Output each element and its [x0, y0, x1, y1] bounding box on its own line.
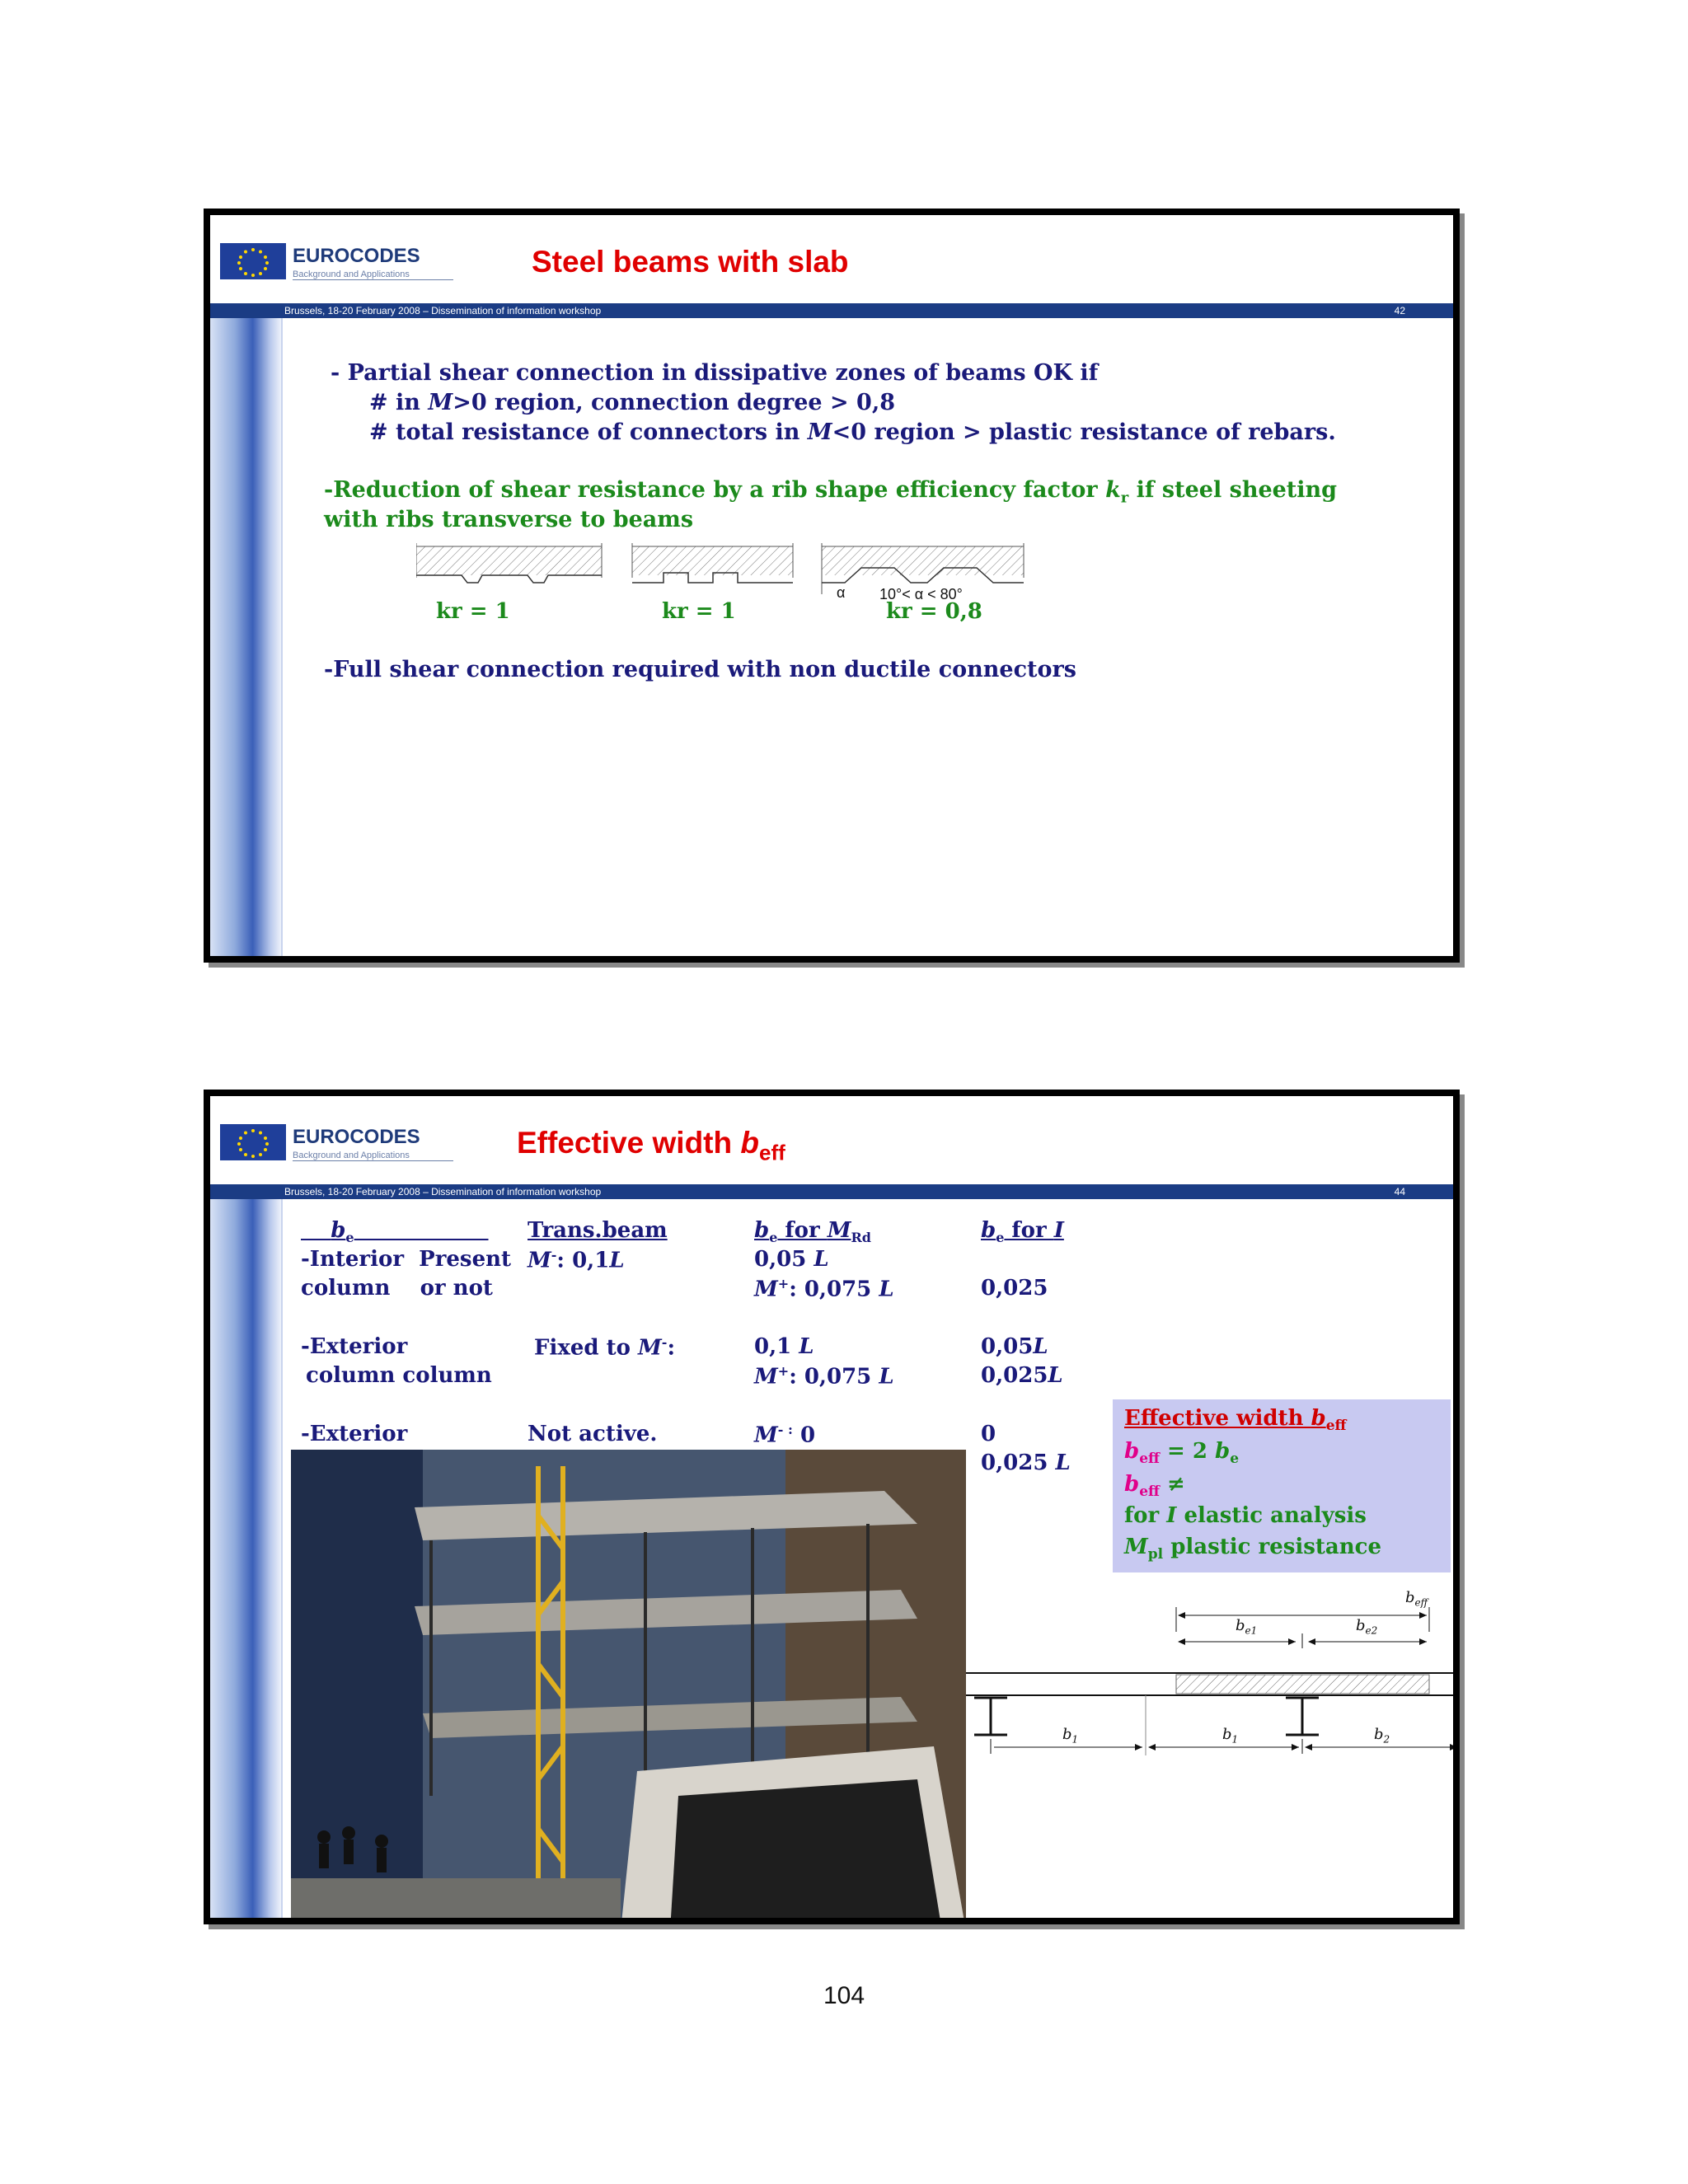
effective-width-info-box [1113, 1399, 1451, 1572]
row1-mrd-neg: 0,05 L [754, 1247, 829, 1272]
text-ribs-transverse: with ribs transverse to beams [324, 507, 694, 532]
header-trans-beam: Trans.beam [528, 1218, 668, 1243]
slide-effective-width [204, 1090, 1460, 1924]
label-b1-right: $b_1$ [1222, 1726, 1239, 1746]
decorative-swirl [210, 1199, 281, 1918]
label-be2: $b_{e2}$ [1356, 1617, 1378, 1637]
box-plastic-resistance: $M_{pl}$ plastic resistance [1124, 1535, 1382, 1563]
header-be: $b_e$ [331, 1218, 354, 1246]
row3-i-neg: 0 [981, 1422, 996, 1446]
decorative-swirl [210, 318, 281, 956]
row2-mrd-pos: M+: 0,075 L [754, 1363, 894, 1390]
text-partial-shear: - Partial shear connection in dissipative zones of beams OK if [331, 360, 1099, 386]
row2-trans: Fixed to M-: [534, 1334, 676, 1361]
header-be-i: $b_e$ for I [981, 1218, 1064, 1246]
alpha-symbol: α [837, 584, 846, 601]
row1-case: -Interior Present [301, 1247, 512, 1272]
brand-name: EUROCODES [293, 1126, 420, 1148]
slide-footer-bar [210, 303, 1453, 318]
slide-title: Effective width $b_{eff}$ [517, 1126, 785, 1165]
row2-i-neg: 0,05L [981, 1334, 1048, 1359]
row1-i: 0,025 [981, 1276, 1048, 1301]
row2-mrd-neg: 0,1 L [754, 1334, 814, 1359]
slide-steel-beams-with-slab [204, 209, 1460, 963]
test-structure-photo [291, 1450, 966, 1924]
box-title: Effective width $b_{eff}$ [1124, 1406, 1347, 1435]
box-beff-equation: $b_{eff} = 2$ $b_e$ [1124, 1439, 1240, 1468]
row3-trans: Not active. [528, 1422, 658, 1446]
row2-i-pos: 0,025L [981, 1363, 1063, 1388]
page-number: 104 [823, 1982, 865, 2009]
slide-title: Steel beams with slab [532, 245, 849, 279]
rib-diagram-trapezoidal [632, 543, 793, 583]
label-beff: $b_{eff}$ [1405, 1589, 1428, 1609]
slide-number: 44 [1394, 1186, 1405, 1197]
brand-subtitle: Background and Applications [293, 269, 453, 280]
row2-case-cont: column column [306, 1363, 492, 1388]
eu-flag-logo [220, 1124, 286, 1160]
decorative-divider [281, 318, 283, 956]
header-be-mrd: $b_e$ for $M_{Rd}$ [754, 1218, 871, 1246]
kr-label-1: kr = 1 [436, 599, 510, 624]
slide-header [210, 1096, 1453, 1180]
event-info: Brussels, 18-20 February 2008 – Dissemination of information workshop [284, 1186, 602, 1197]
rib-diagram-dovetail [416, 543, 602, 583]
box-elastic-analysis: for I elastic analysis [1124, 1503, 1367, 1528]
slide-header [210, 215, 1453, 299]
slide-footer-bar [210, 1184, 1453, 1199]
brand-name: EUROCODES [293, 245, 420, 267]
event-info: Brussels, 18-20 February 2008 – Dissemination of information workshop [284, 305, 602, 316]
slide-number: 42 [1394, 305, 1405, 316]
label-b1-left: $b_1$ [1062, 1726, 1079, 1746]
eu-flag-logo [220, 243, 286, 279]
label-b2: $b_2$ [1374, 1726, 1390, 1746]
decorative-divider [281, 1199, 283, 1918]
row3-i-pos: 0,025 L [981, 1451, 1071, 1475]
label-be1: $b_{e1}$ [1236, 1617, 1258, 1637]
box-beff-not-equal: $b_{eff}$ ≠ [1124, 1472, 1185, 1501]
kr-label-3: kr = 0,8 [886, 599, 982, 624]
angle-range-label: 10°< α < 80° [879, 586, 963, 602]
text-rib-reduction: -Reduction of shear resistance by a rib shape efficiency factor $k_r$ if steel sheeting [324, 477, 1338, 507]
kr-label-2: kr = 1 [662, 599, 736, 624]
brand-subtitle: Background and Applications [293, 1151, 453, 1161]
row1-mrd-pos: M+: 0,075 L [754, 1276, 894, 1302]
row3-case: -Exterior [301, 1422, 408, 1446]
row1-case-cont: column or not [301, 1276, 493, 1301]
row2-case: -Exterior [301, 1334, 408, 1359]
row3-mrd-neg: M- : 0 [754, 1422, 816, 1448]
text-connection-degree: # in M>0 region, connection degree > 0,8 [369, 390, 895, 415]
text-total-resistance: # total resistance of connectors in M<0 region > plastic resistance of rebars. [369, 419, 1336, 445]
row1-trans: M-: 0,1L [528, 1247, 625, 1273]
text-full-shear: -Full shear connection required with non ductile connectors [324, 657, 1076, 682]
